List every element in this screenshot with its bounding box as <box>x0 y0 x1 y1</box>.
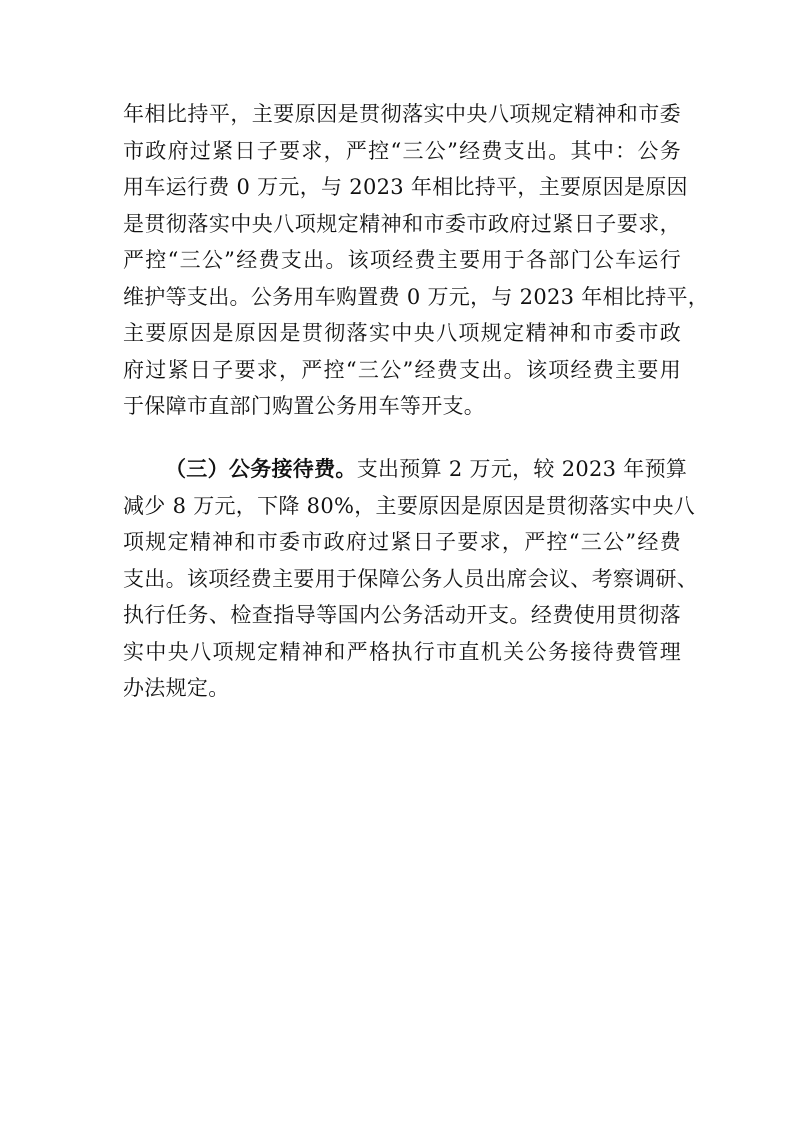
section-heading: （三）公务接待费。 <box>165 456 357 481</box>
text-line: 实中央八项规定精神和严格执行市直机关公务接待费管理 <box>123 639 681 664</box>
paragraph-reception-costs <box>123 451 699 707</box>
text-line: 维护等支出。公务用车购置费 0 万元，与 2023 年相比持平， <box>123 284 710 309</box>
text-line: 年相比持平，主要原因是贯彻落实中央八项规定精神和市委 <box>123 102 681 126</box>
text-line: 项规定精神和市委市政府过紧日子要求，严控“三公”经费 <box>123 530 681 554</box>
text-line: 于保障市直部门购置公务用车等开支。 <box>123 394 486 418</box>
text-line: 支出。该项经费主要用于保障公务人员出席会议、考察调研、 <box>123 566 699 591</box>
text-line: 严控“三公”经费支出。该项经费主要用于各部门公车运行 <box>123 248 681 272</box>
text-line: 用车运行费 0 万元，与 2023 年相比持平，主要原因是原因 <box>123 175 688 199</box>
heading-line-rest: 支出预算 2 万元，较 2023 年预算 <box>356 457 688 481</box>
text-line-first <box>123 451 688 488</box>
text-line: 办法规定。 <box>123 676 230 700</box>
text-line: 主要原因是原因是贯彻落实中央八项规定精神和市委市政 <box>123 321 681 345</box>
text-line: 是贯彻落实中央八项规定精神和市委市政府过紧日子要求， <box>123 211 681 236</box>
text-line: 减少 8 万元，下降 80%，主要原因是原因是贯彻落实中央八 <box>123 493 696 518</box>
paragraph-vehicle-costs <box>123 96 710 425</box>
text-line: 市政府过紧日子要求，严控“三公”经费支出。其中：公务 <box>123 138 681 163</box>
text-line: 执行任务、检查指导等国内公务活动开支。经费使用贯彻落 <box>123 603 681 627</box>
text-line: 府过紧日子要求，严控“三公”经费支出。该项经费主要用 <box>123 357 681 382</box>
